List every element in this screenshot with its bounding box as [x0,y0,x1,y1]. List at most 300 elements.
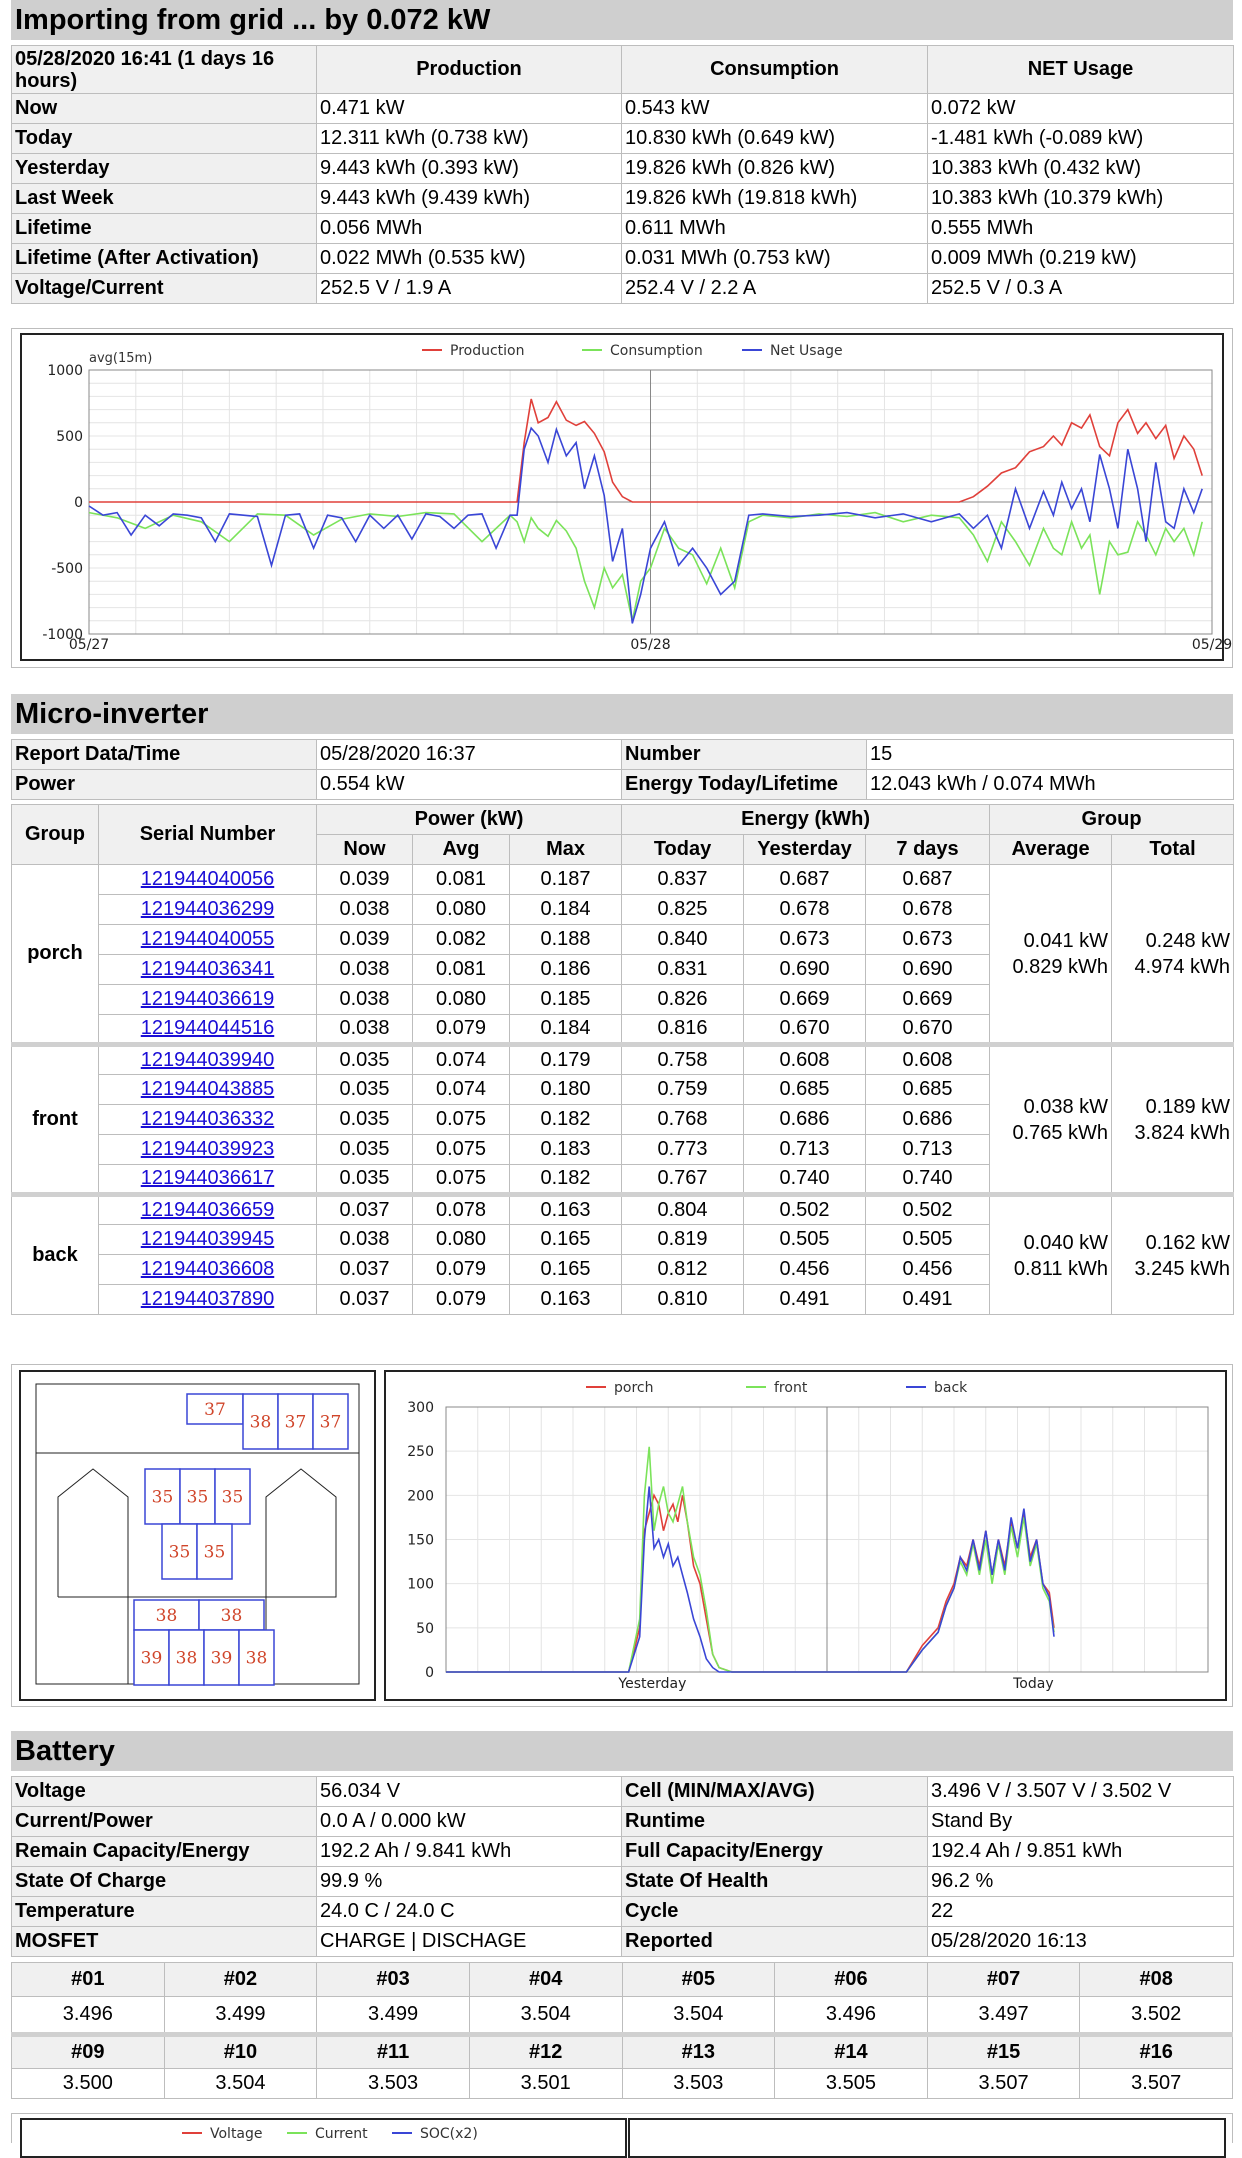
micro-section [11,694,1233,1315]
inverter-value: 0.713 [744,1135,866,1165]
panel [162,1524,197,1579]
panel [187,1394,243,1424]
panel [197,1524,232,1579]
group-name: front [12,1045,99,1195]
inverter-value: 0.804 [622,1195,744,1225]
inverter-value: 0.037 [317,1255,413,1285]
cell-value: 3.504 [469,1997,622,2035]
series-line-back [446,1487,1054,1673]
serial-link[interactable]: 121944036617 [140,1167,275,1189]
panel [215,1469,250,1524]
inverter-value: 0.713 [866,1135,990,1165]
legend-item [422,343,524,359]
legend-label: Consumption [610,343,703,359]
col-now: Now [317,835,413,865]
cell-label: #16 [1080,2035,1233,2069]
x-tick-label: 05/28 [630,637,671,653]
col-group: Group [12,805,99,865]
legend-item [582,343,703,359]
inverter-value: 0.074 [413,1045,510,1075]
inverter-value: 0.183 [510,1135,622,1165]
col-group-summary: Group [990,805,1234,835]
inverter-value: 0.182 [510,1105,622,1135]
micro-visual-frame [11,1364,1233,1707]
col-today: Today [622,835,744,865]
group-total-kwh: 3.245 kWh [1134,1257,1231,1280]
group-total-kw: 0.248 kW [1145,929,1231,952]
serial-link[interactable]: 121944036341 [140,958,275,980]
micro-info-label: Power [12,770,317,800]
inverter-value: 0.038 [317,955,413,985]
grid-row-label: Now [12,94,317,124]
battery-value: 56.034 V [317,1777,622,1807]
inverter-value: 0.670 [744,1015,866,1045]
group-chart-svg [386,1372,1225,1699]
group-average-kw: 0.038 kW [1023,1095,1109,1118]
battery-label: Cycle [622,1897,928,1927]
panel-value: 35 [168,1542,191,1563]
inverter-value: 0.831 [622,955,744,985]
grid-cell: 0.031 MWh (0.753 kW) [622,244,928,274]
cell-value: 3.501 [469,2069,622,2099]
battery-value: 05/28/2020 16:13 [928,1927,1234,1957]
chart-title: avg(15m) [89,351,153,366]
legend-item [392,2126,478,2142]
inverter-value: 0.456 [744,1255,866,1285]
inverter-value: 0.686 [866,1105,990,1135]
inverter-value: 0.678 [866,895,990,925]
legend-label: porch [614,1380,654,1396]
battery-label: State Of Health [622,1867,928,1897]
cell-label: #09 [12,2035,165,2069]
legend-label: Production [450,343,525,359]
x-tick-label: 05/29 [1191,637,1233,653]
group-name: porch [12,865,99,1045]
serial-link[interactable]: 121944036619 [140,988,275,1010]
series-line-production [89,399,1202,502]
grid-cell: 0.009 MWh (0.219 kW) [928,244,1234,274]
panel-value: 38 [155,1606,178,1626]
grid-row [12,124,1234,154]
serial-cell [99,865,317,895]
cell-value: 3.502 [1080,1997,1233,2035]
inverter-value: 0.075 [413,1135,510,1165]
micro-info-label: Energy Today/Lifetime [622,770,867,800]
inverter-value: 0.758 [622,1045,744,1075]
inverter-value: 0.687 [744,865,866,895]
inverter-value: 0.078 [413,1195,510,1225]
inverter-value: 0.812 [622,1255,744,1285]
inverter-value: 0.039 [317,925,413,955]
inverter-value: 0.502 [866,1195,990,1225]
inverter-value: 0.759 [622,1075,744,1105]
grid-timestamp: 05/28/2020 16:41 (1 days 16 hours) [12,46,317,94]
inverter-value: 0.035 [317,1045,413,1075]
x-tick-label: Today [1013,1676,1054,1692]
battery-label: Current/Power [12,1807,317,1837]
inverter-value: 0.767 [622,1165,744,1195]
serial-link[interactable]: 121944036659 [140,1199,275,1221]
inverter-value: 0.038 [317,1225,413,1255]
cell-label: #01 [12,1963,165,1997]
group-average [990,1045,1112,1195]
grid-row [12,94,1234,124]
inverter-value: 0.080 [413,895,510,925]
inverter-value: 0.773 [622,1135,744,1165]
inverter-value: 0.740 [866,1165,990,1195]
dormer-left [58,1469,128,1597]
cell-label: #11 [317,2035,470,2069]
serial-cell [99,1105,317,1135]
legend-label: SOC(x2) [420,2126,478,2142]
panel-value: 38 [245,1648,268,1669]
grid-cell: 0.611 MWh [622,214,928,244]
inverter-value: 0.670 [866,1015,990,1045]
inverter-value: 0.505 [744,1225,866,1255]
grid-cell: -1.481 kWh (-0.089 kW) [928,124,1234,154]
serial-cell [99,1225,317,1255]
col-max: Max [510,835,622,865]
inverter-value: 0.686 [744,1105,866,1135]
cell-value-row [12,2069,1233,2099]
panel [134,1600,199,1630]
panel [204,1630,239,1685]
grid-cell: 0.072 kW [928,94,1234,124]
x-tick-label: Yesterday [618,1676,687,1692]
chart-grid [446,1407,1208,1672]
cell-value: 3.496 [775,1997,928,2035]
legend-item [746,1380,808,1396]
panel [134,1630,169,1685]
inverter-value: 0.184 [510,1015,622,1045]
panel-value: 35 [151,1487,174,1508]
panel [278,1394,313,1449]
panel [239,1630,274,1685]
group-total [1112,1045,1234,1195]
legend-label: back [934,1380,968,1396]
col-power: Power (kW) [317,805,622,835]
legend-label: Voltage [210,2126,263,2142]
serial-link[interactable]: 121944039923 [140,1138,275,1160]
grid-header-row [12,46,1234,94]
cell-value: 3.503 [622,2069,775,2099]
inverter-value: 0.037 [317,1195,413,1225]
inverter-value: 0.038 [317,1015,413,1045]
battery-table [11,1776,1234,1957]
y-tick-label: -500 [51,561,83,577]
panel [199,1600,264,1630]
y-tick-label: 500 [56,429,83,445]
battery-label: Cell (MIN/MAX/AVG) [622,1777,928,1807]
inverter-value: 0.035 [317,1105,413,1135]
battery-label: State Of Charge [12,1867,317,1897]
inverter-value: 0.079 [413,1255,510,1285]
grid-row [12,274,1234,304]
inverter-value: 0.673 [866,925,990,955]
y-tick-label: 1000 [47,363,83,379]
serial-cell [99,925,317,955]
inverter-value: 0.035 [317,1075,413,1105]
col-average: Average [990,835,1112,865]
inverter-value: 0.740 [744,1165,866,1195]
battery-label: Runtime [622,1807,928,1837]
serial-link[interactable]: 121944043885 [140,1078,275,1100]
grid-section [11,0,1233,304]
col-serial: Serial Number [99,805,317,865]
inverter-value: 0.188 [510,925,622,955]
serial-cell [99,895,317,925]
inverter-value: 0.165 [510,1225,622,1255]
cell-label: #07 [927,1963,1080,1997]
micro-info-label: Report Data/Time [12,740,317,770]
battery-value: 3.496 V / 3.507 V / 3.502 V [928,1777,1234,1807]
grid-row-label: Yesterday [12,154,317,184]
group-average-kw: 0.041 kW [1023,929,1109,952]
grid-title: Importing from grid ... by 0.072 kW [11,0,1233,40]
group-total-kwh: 3.824 kWh [1134,1121,1231,1144]
grid-cell: 0.543 kW [622,94,928,124]
inverter-row [12,1045,1234,1075]
col-yesterday: Yesterday [744,835,866,865]
cell-label: #12 [469,2035,622,2069]
micro-info-value: 15 [867,740,1234,770]
grid-cell: 0.022 MWh (0.535 kW) [317,244,622,274]
battery-row [12,1777,1234,1807]
grid-row [12,154,1234,184]
grid-row [12,214,1234,244]
grid-table [11,45,1234,304]
grid-row-label: Lifetime [12,214,317,244]
group-total [1112,1195,1234,1315]
micro-info-table [11,739,1234,800]
panel-value: 38 [175,1648,198,1669]
inverter-value: 0.678 [744,895,866,925]
inverter-value: 0.669 [744,985,866,1015]
inverter-value: 0.690 [744,955,866,985]
inverter-value: 0.186 [510,955,622,985]
group-average-kw: 0.040 kW [1023,1231,1109,1254]
serial-link[interactable]: 121944044516 [140,1017,275,1039]
inverter-value: 0.080 [413,1225,510,1255]
inverter-value: 0.179 [510,1045,622,1075]
inverter-table [11,804,1234,1315]
cell-value: 3.503 [317,2069,470,2099]
group-average-kwh: 0.811 kWh [1013,1257,1109,1280]
col-avg: Avg [413,835,510,865]
group-total-kw: 0.162 kW [1145,1231,1231,1254]
battery-label: Remain Capacity/Energy [12,1837,317,1867]
cell-label: #03 [317,1963,470,1997]
inverter-value: 0.608 [866,1045,990,1075]
inverter-value: 0.079 [413,1285,510,1315]
serial-cell [99,1285,317,1315]
inverter-value: 0.038 [317,895,413,925]
grid-chart-frame [11,328,1233,668]
y-tick-label: 0 [425,1665,434,1681]
inverter-value: 0.035 [317,1165,413,1195]
roof-layout-svg [21,1372,374,1699]
micro-info-row [12,770,1234,800]
inverter-value: 0.816 [622,1015,744,1045]
battery-label: Temperature [12,1897,317,1927]
serial-link[interactable]: 121944036332 [140,1108,275,1130]
cell-value: 3.499 [164,1997,317,2035]
battery-label: Full Capacity/Energy [622,1837,928,1867]
legend-item [742,343,843,359]
serial-link[interactable]: 121944039940 [140,1049,275,1071]
cell-label-row [12,2035,1233,2069]
inverter-value: 0.081 [413,865,510,895]
serial-cell [99,985,317,1015]
inverter-value: 0.035 [317,1135,413,1165]
battery-chart-svg [22,2120,625,2146]
serial-link[interactable]: 121944036608 [140,1258,275,1280]
cell-label: #04 [469,1963,622,1997]
cell-label-row [12,1963,1233,1997]
dormer-right [266,1469,336,1597]
panel [169,1630,204,1685]
group-average [990,1195,1112,1315]
inverter-value: 0.825 [622,895,744,925]
micro-info-value: 12.043 kWh / 0.074 MWh [867,770,1234,800]
battery-label: MOSFET [12,1927,317,1957]
cell-value: 3.504 [622,1997,775,2035]
inverter-value: 0.840 [622,925,744,955]
cell-value: 3.505 [775,2069,928,2099]
inverter-value: 0.456 [866,1255,990,1285]
inverter-value: 0.163 [510,1195,622,1225]
inverter-value: 0.608 [744,1045,866,1075]
cells-table [11,1962,1233,2099]
battery-value: CHARGE | DISCHAGE [317,1927,622,1957]
y-tick-label: 200 [407,1488,434,1505]
micro-info-value: 0.554 kW [317,770,622,800]
battery-row [12,1897,1234,1927]
inverter-value: 0.687 [866,865,990,895]
serial-cell [99,1255,317,1285]
battery-title: Battery [11,1731,1233,1771]
group-average-kwh: 0.829 kWh [1012,955,1109,978]
inverter-value: 0.037 [317,1285,413,1315]
inverter-value: 0.082 [413,925,510,955]
panel [180,1469,215,1524]
inverter-value: 0.039 [317,865,413,895]
cell-label: #10 [164,2035,317,2069]
grid-row-label: Last Week [12,184,317,214]
cell-label: #13 [622,2035,775,2069]
inverter-value: 0.685 [866,1075,990,1105]
legend-item [906,1380,968,1396]
inverter-value: 0.826 [622,985,744,1015]
micro-title: Micro-inverter [11,694,1233,734]
cell-label: #14 [775,2035,928,2069]
inverter-value: 0.075 [413,1165,510,1195]
y-tick-label: 0 [74,495,83,511]
grid-cell: 0.555 MWh [928,214,1234,244]
serial-link[interactable]: 121944036299 [140,898,275,920]
panel-value: 35 [203,1542,226,1563]
inverter-value: 0.505 [866,1225,990,1255]
battery-value: 99.9 % [317,1867,622,1897]
legend-item [287,2126,368,2142]
battery-chart [20,2118,627,2158]
grid-chart [20,333,1233,661]
panel [145,1469,180,1524]
serial-link[interactable]: 121944040056 [140,868,275,890]
grid-col-consumption: Consumption [622,46,928,94]
grid-row [12,244,1234,274]
battery-label: Reported [622,1927,928,1957]
grid-row-label: Today [12,124,317,154]
cell-value: 3.500 [12,2069,165,2099]
inverter-value: 0.185 [510,985,622,1015]
cell-label: #05 [622,1963,775,1997]
serial-link[interactable]: 121944040055 [140,928,275,950]
inverter-value: 0.690 [866,955,990,985]
legend-item [182,2126,263,2142]
cell-label: #15 [927,2035,1080,2069]
cell-value: 3.497 [927,1997,1080,2035]
panel-value: 39 [210,1648,233,1669]
inverter-value: 0.079 [413,1015,510,1045]
battery-chart-2 [628,2118,1226,2158]
x-tick-label: 05/27 [68,637,110,653]
grid-cell: 19.826 kWh (0.826 kW) [622,154,928,184]
y-tick-label: 300 [407,1400,434,1416]
micro-info-row [12,740,1234,770]
cell-label: #02 [164,1963,317,1997]
battery-value: 192.2 Ah / 9.841 kWh [317,1837,622,1867]
battery-row [12,1927,1234,1957]
serial-link[interactable]: 121944037890 [140,1288,275,1310]
grid-col-production: Production [317,46,622,94]
battery-value: 0.0 A / 0.000 kW [317,1807,622,1837]
inverter-value: 0.491 [866,1285,990,1315]
grid-chart-svg [22,335,1233,659]
col-energy: Energy (kWh) [622,805,990,835]
legend-item [586,1380,653,1396]
cell-value: 3.507 [1080,2069,1233,2099]
panel-value: 35 [186,1487,209,1508]
battery-section [11,1731,1233,2099]
cell-value: 3.499 [317,1997,470,2035]
inverter-value: 0.163 [510,1285,622,1315]
serial-cell [99,1165,317,1195]
inverter-value: 0.184 [510,895,622,925]
serial-cell [99,1195,317,1225]
serial-cell [99,1045,317,1075]
inverter-value: 0.491 [744,1285,866,1315]
serial-link[interactable]: 121944039945 [140,1228,275,1250]
battery-row [12,1867,1234,1897]
micro-info-value: 05/28/2020 16:37 [317,740,622,770]
roof-layout [19,1370,376,1701]
inverter-value: 0.038 [317,985,413,1015]
y-tick-label: -1000 [42,627,83,643]
y-tick-label: 250 [407,1444,434,1461]
col-total: Total [1112,835,1234,865]
panel-value: 37 [284,1412,307,1433]
panel-value: 37 [319,1412,342,1433]
grid-row [12,184,1234,214]
serial-cell [99,1015,317,1045]
group-total-kw: 0.189 kW [1145,1095,1231,1118]
inverter-value: 0.837 [622,865,744,895]
legend-label: front [774,1380,808,1396]
grid-cell: 10.830 kWh (0.649 kW) [622,124,928,154]
grid-cell: 252.5 V / 1.9 A [317,274,622,304]
y-tick-label: 150 [407,1532,434,1549]
